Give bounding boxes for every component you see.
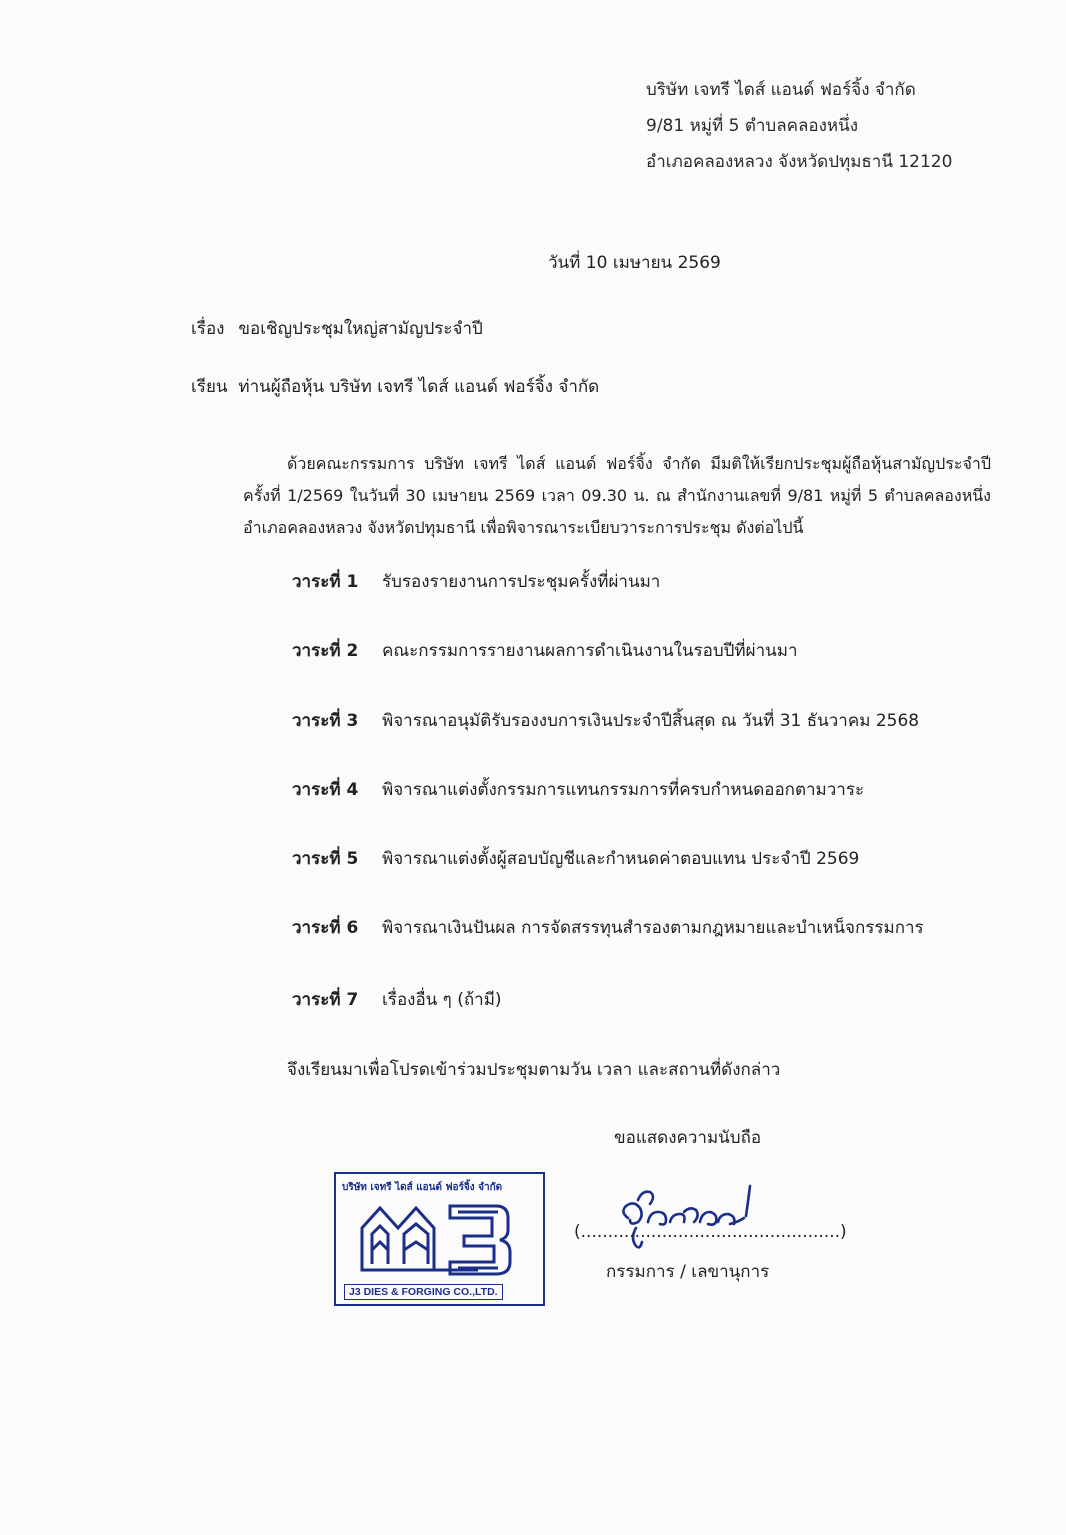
regards-line: ขอแสดงความนับถือ (614, 1128, 762, 1148)
stamp-english-name: J3 DIES & FORGING CO.,LTD. (344, 1284, 503, 1300)
handwritten-signature (600, 1176, 780, 1256)
stamp-company-name: บริษัท เจทรี ไดส์ แอนด์ ฟอร์จิ้ง จำกัด (342, 1182, 503, 1193)
address-line-province: อำเภอคลองหลวง จังหวัดปทุมธานี 12120 (646, 152, 953, 172)
agenda-text: เรื่องอื่น ๆ (ถ้ามี) (382, 990, 502, 1010)
agenda-text: พิจารณาอนุมัติรับรองงบการเงินประจำปีสิ้นสุด ณ วันที่ 31 ธันวาคม 2568 (382, 711, 920, 731)
subject-text: ขอเชิญประชุมใหญ่สามัญประจำปี (238, 319, 483, 339)
agenda-item (292, 568, 660, 595)
agenda-number: วาระที่ 1 (292, 572, 359, 592)
agenda-number: วาระที่ 3 (292, 711, 359, 731)
agenda-number: วาระที่ 7 (292, 990, 359, 1010)
recipient-label: เรียน (191, 377, 228, 397)
agenda-number: วาระที่ 6 (292, 918, 359, 938)
signer-role: กรรมการ / เลขานุการ (606, 1262, 770, 1282)
agenda-number: วาระที่ 2 (292, 641, 359, 661)
agenda-text: พิจารณาแต่งตั้งกรรมการแทนกรรมการที่ครบกำหนดออกตามวาระ (382, 780, 865, 800)
company-address (646, 72, 952, 180)
body-paragraph: ด้วยคณะกรรมการ บริษัท เจทรี ไดส์ แอนด์ ฟอร์จิ้ง จำกัด มีมติให้เรียกประชุมผู้ถือหุ้นสามัญประจำปี ครั้งที่ 1/2569 ในวันที่ 30 เมษายน 2569 เวลา 09.30 น. ณ สำนักงานเลขที่ 9/81 หมู่ที่ 5 ตำบลคลองหนึ่ง อำเภอคลองหลวง จังหวัดปทุมธานี เพื่อพิจารณาระเบียบวาระการประชุม ดังต่อไปนี้ (243, 454, 991, 537)
agenda-item (292, 707, 919, 734)
agenda-text: พิจารณาแต่งตั้งผู้สอบบัญชีและกำหนดค่าตอบแทน ประจำปี 2569 (382, 849, 860, 869)
agenda-item (292, 914, 924, 941)
agenda-text: รับรองรายงานการประชุมครั้งที่ผ่านมา (382, 572, 661, 592)
signature-line: (................................................) (574, 1222, 847, 1242)
agenda-item (292, 986, 502, 1013)
company-logo-icon (358, 1200, 528, 1278)
address-line-street: 9/81 หมู่ที่ 5 ตำบลคลองหนึ่ง (646, 116, 859, 136)
agenda-number: วาระที่ 5 (292, 849, 359, 869)
recipient-row (191, 373, 599, 400)
recipient-text: ท่านผู้ถือหุ้น บริษัท เจทรี ไดส์ แอนด์ ฟอร์จิ้ง จำกัด (238, 377, 600, 397)
agenda-item (292, 776, 864, 803)
address-line-company: บริษัท เจทรี ไดส์ แอนด์ ฟอร์จิ้ง จำกัด (646, 80, 916, 100)
closing-sentence: จึงเรียนมาเพื่อโปรดเข้าร่วมประชุมตามวัน เวลา และสถานที่ดังกล่าว (287, 1060, 781, 1080)
agenda-item (292, 845, 859, 872)
agenda-text: พิจารณาเงินปันผล การจัดสรรทุนสำรองตามกฎหมายและบำเหน็จกรรมการ (382, 918, 924, 938)
agenda-item (292, 637, 798, 664)
company-stamp (334, 1172, 545, 1306)
subject-label: เรื่อง (191, 319, 225, 339)
letter-date: วันที่ 10 เมษายน 2569 (548, 253, 721, 273)
agenda-text: คณะกรรมการรายงานผลการดำเนินงานในรอบปีที่ผ่านมา (382, 641, 798, 661)
subject-row (191, 315, 483, 342)
agenda-number: วาระที่ 4 (292, 780, 359, 800)
